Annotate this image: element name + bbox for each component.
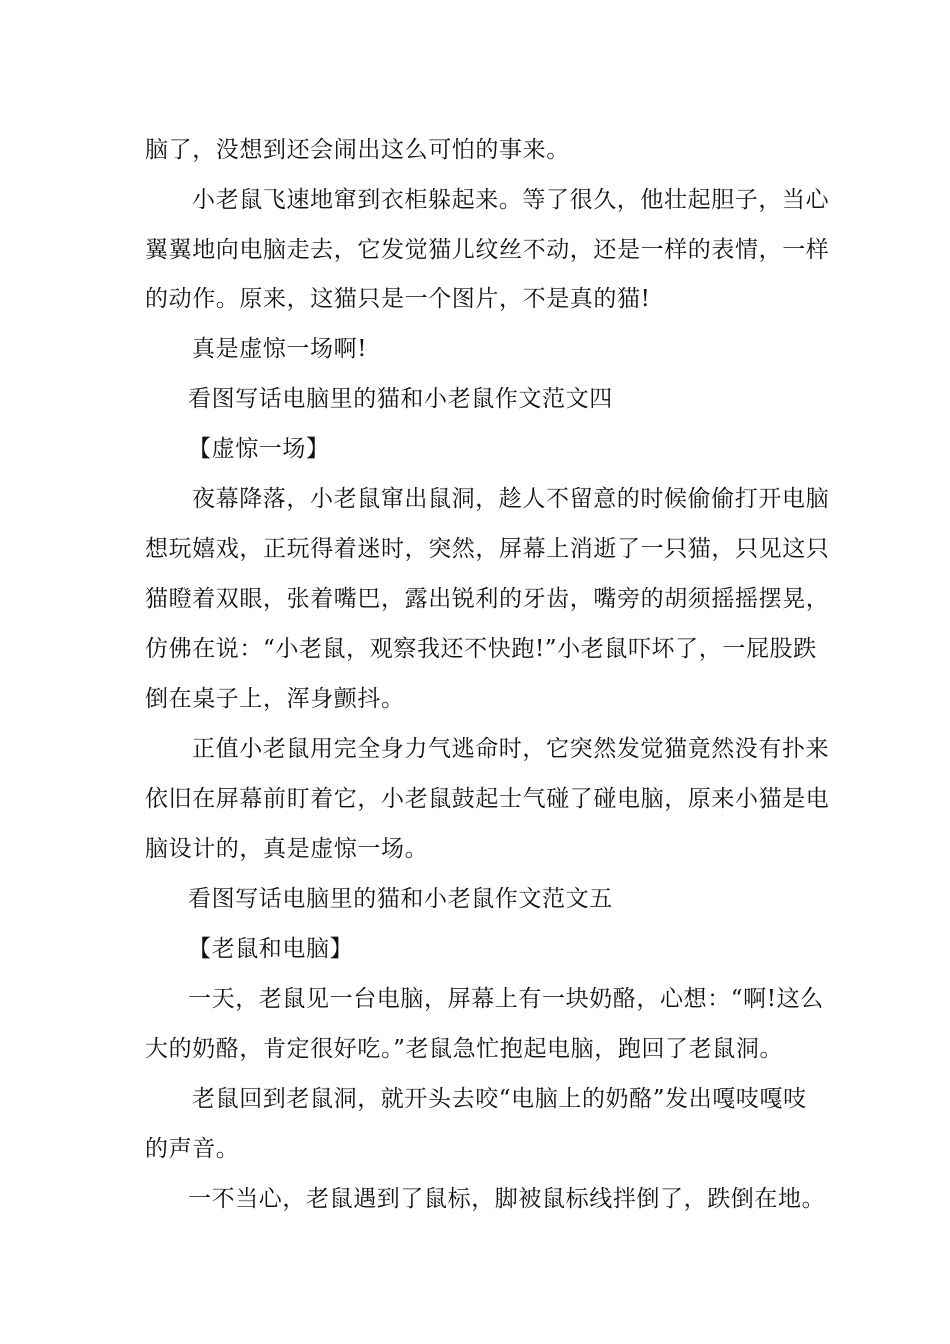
paragraph-line: 一不当心，老鼠遇到了鼠标，脚被鼠标线拌倒了，跌倒在地。 [188, 1186, 826, 1212]
paragraph-line: 翼翼地向电脑走去，它发觉猫儿纹丝不动，还是一样的表情，一样 [145, 237, 830, 263]
paragraph-line: 猫瞪着双眼，张着嘴巴，露出锐利的牙齿，嘴旁的胡须摇摇摆晃， [145, 586, 830, 612]
paragraph-line: 小老鼠飞速地窜到衣柜躲起来。等了很久，他壮起胆子，当心 [192, 187, 830, 213]
paragraph-line: 夜幕降落，小老鼠窜出鼠洞，趁人不留意的时候偷偷打开电脑 [192, 486, 830, 512]
paragraph-line: 老鼠回到老鼠洞，就开头去咬“电脑上的奶酪”发出嘎吱嘎吱 [192, 1086, 807, 1112]
paragraph-line: 大的奶酪，肯定很好吃。”老鼠急忙抱起电脑，跑回了老鼠洞。 [145, 1036, 784, 1062]
paragraph-line: 的动作。原来，这猫只是一个图片，不是真的猫! [145, 286, 651, 312]
section-title: 看图写话电脑里的猫和小老鼠作文范文五 [188, 886, 613, 912]
essay-title: 【虚惊一场】 [188, 436, 330, 462]
paragraph-line: 倒在桌子上，浑身颤抖。 [145, 686, 405, 712]
section-title: 看图写话电脑里的猫和小老鼠作文范文四 [188, 386, 613, 412]
paragraph-line: 仿佛在说：“小老鼠，观察我还不快跑!”小老鼠吓坏了，一屁股跌 [145, 636, 817, 662]
paragraph-line: 真是虚惊一场啊! [192, 336, 368, 362]
paragraph-line: 想玩嬉戏，正玩得着迷时，突然，屏幕上消逝了一只猫，只见这只 [145, 536, 830, 562]
paragraph-line: 一天，老鼠见一台电脑，屏幕上有一块奶酪，心想：“啊!这么 [188, 986, 824, 1012]
paragraph-line: 脑了，没想到还会闹出这么可怕的事来。 [145, 137, 570, 163]
essay-title: 【老鼠和电脑】 [188, 936, 354, 962]
paragraph-line: 的声音。 [145, 1136, 240, 1162]
paragraph-line: 正值小老鼠用完全身力气逃命时，它突然发觉猫竟然没有扑来 [192, 736, 830, 762]
paragraph-line: 依旧在屏幕前盯着它，小老鼠鼓起士气碰了碰电脑，原来小猫是电 [145, 786, 830, 812]
paragraph-line: 脑设计的，真是虚惊一场。 [145, 836, 429, 862]
